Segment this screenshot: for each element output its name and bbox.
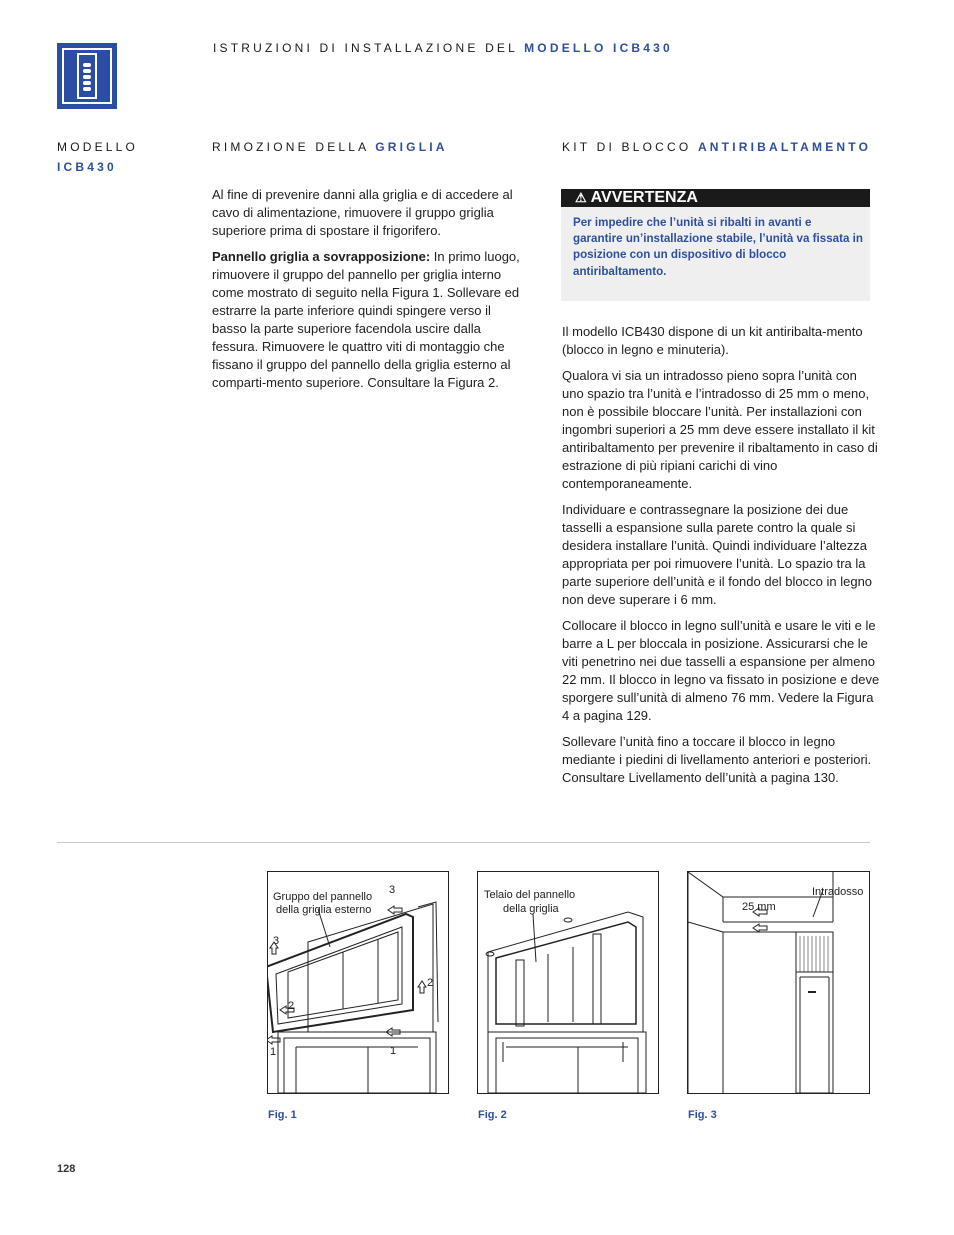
fig1-num-2a: 2 [427,977,434,989]
grill-heading-accent: GRIGLIA [375,140,448,154]
section-heading-grill [212,140,448,154]
fig1-num-1b: 1 [390,1045,397,1057]
figure-3-caption: Fig. 3 [688,1109,717,1121]
kit-body [562,323,880,796]
warning-title: AVVERTENZA [590,189,698,206]
kit-heading-prefix: KIT DI BLOCCO [562,140,698,154]
kit-para-2: Qualora vi sia un intradosso pieno sopra l’unità con uno spazio tra l’unità e l’intradosso di 25 mm o meno, non è possibile bloccare l’unità. Per installazioni con ingombri superiori a 25 mm deve essere installato il kit antiribaltamento per prevenire il ribaltamento in caso di estrazione di più ripiani carichi di vino contemporaneamente. [562,368,878,491]
kit-para-5: Sollevare l’unità fino a toccare il blocco in legno mediante i piedini di livellamento anteriori e posteriori. Consultare Livellamento dell’unità a pagina 130. [562,734,872,786]
grill-para-2-bold: Pannello griglia a sovrapposizione: [212,249,431,265]
fig2-label-line1: Telaio del pannello [484,889,576,901]
fig3-label-gap: 25 mm [742,901,776,913]
header-title-model: MODELLO ICB430 [524,41,673,55]
fig2-label-line2: della griglia [503,903,559,915]
kit-para-3: Individuare e contrassegnare la posizione dei due tasselli a espansione sulla parete contro la quale si desidera installare l’unità. Quindi individuare l’altezza appropriata per poi rimuovere l’unità. Lo spazio tra la parte superiore dell’unità e il fondo del blocco in legno non deve superare i 6 mm. [562,502,873,607]
section-heading-kit [562,140,871,154]
figure-1-caption: Fig. 1 [268,1109,297,1121]
fig1-num-2b: 2 [288,1000,295,1012]
warning-text: Per impedire che l’unità si ribalti in avanti e garantire un’installazione stabile, l’unità va fissata in posizione con un dispositivo di blocco antiribaltamento. [573,216,863,278]
grill-para-2 [212,248,524,391]
fig1-num-3a: 3 [389,884,396,896]
fig1-num-3b: 3 [273,935,280,947]
sidebar-model: ICB430 [57,160,117,174]
warning-triangle-icon: ⚠ [575,190,587,205]
figure-3-drawing [688,872,869,1093]
grill-para-2-text: In primo luogo, rimuovere il gruppo del pannello per griglia interno come mostrato di seguito nella Figura 1. Sollevare ed estrarre la parte inferiore quindi spingere verso il basso la parte superiore facendola uscire dalla fessura. Rimuovere le quattro viti di montaggio che fissano il gruppo del pannello della griglia esterno al comparti-mento superiore. Consultare la Figura 2. [212,249,520,390]
brand-logo-icon [57,43,117,109]
header-title-prefix: ISTRUZIONI DI INSTALLAZIONE DEL [213,41,525,55]
section-divider [57,842,870,843]
grill-heading-prefix: RIMOZIONE DELLA [212,140,376,154]
figure-1 [267,871,449,1094]
figure-3 [687,871,870,1094]
sidebar-label: MODELLO [57,140,139,154]
fig3-label-soffit: Intradosso [812,886,864,898]
kit-para-4: Collocare il blocco in legno sull’unità e usare le viti e le barre a L per bloccala in posizione. Assicurarsi che le viti penetrino nei due tasselli a espansione per almeno 22 mm. Il blocco in legno va fissato in posizione e deve sporgere sull’unità di almeno 76 mm. Vedere la Figura 4 a pagina 129. [562,618,880,723]
grill-body [212,186,524,400]
page-number: 128 [57,1163,76,1175]
page-header [213,41,673,55]
fig1-num-1a: 1 [270,1046,277,1058]
figure-2-caption: Fig. 2 [478,1109,507,1121]
warning-header [561,189,870,207]
kit-heading-accent: ANTIRIBALTAMENTO [697,140,872,154]
fig1-label-line1: Gruppo del pannello [273,891,373,903]
figure-1-drawing [268,872,448,1093]
grill-para-1: Al fine di prevenire danni alla griglia e di accedere al cavo di alimentazione, rimuovere il gruppo griglia superiore prima di spostare il frigorifero. [212,187,513,238]
fig1-label-line2: della griglia esterno [276,904,372,916]
figure-2-drawing [478,872,658,1093]
figure-2 [477,871,659,1094]
kit-para-1: Il modello ICB430 dispone di un kit antiribalta-mento (blocco in legno e minuteria). [562,324,863,357]
